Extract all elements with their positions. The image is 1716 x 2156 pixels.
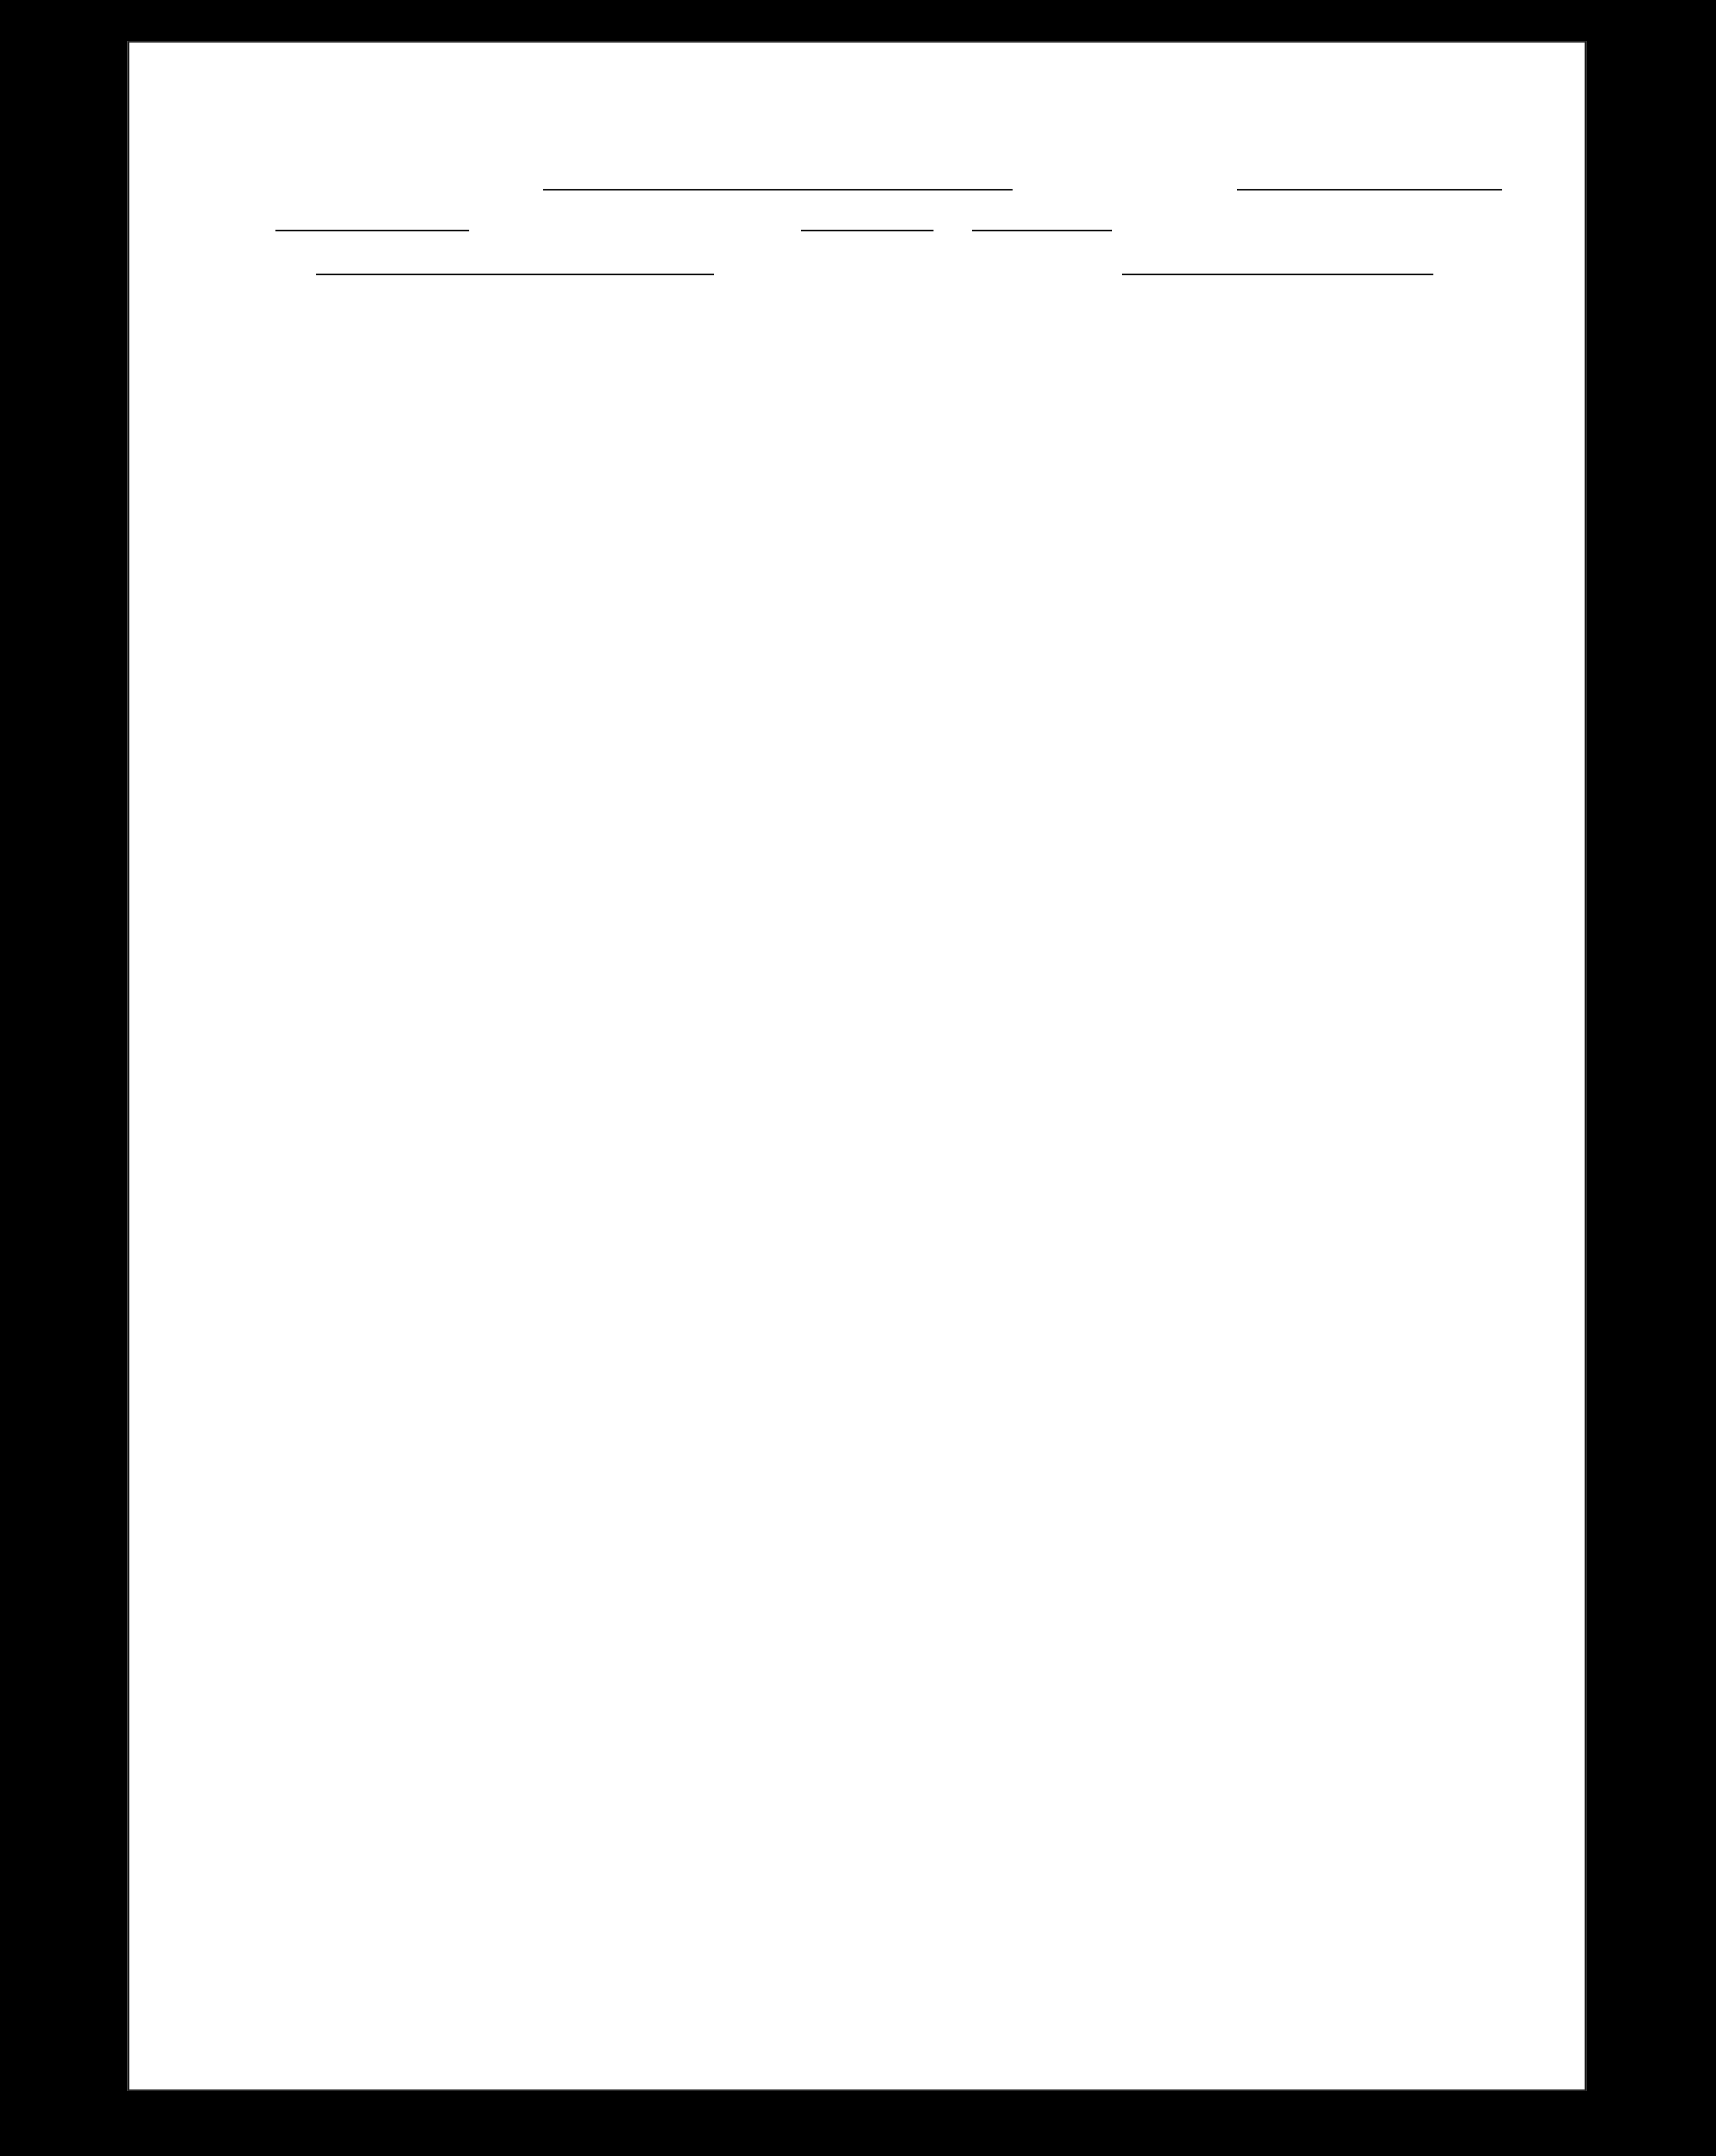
page-border (129, 42, 1585, 2090)
